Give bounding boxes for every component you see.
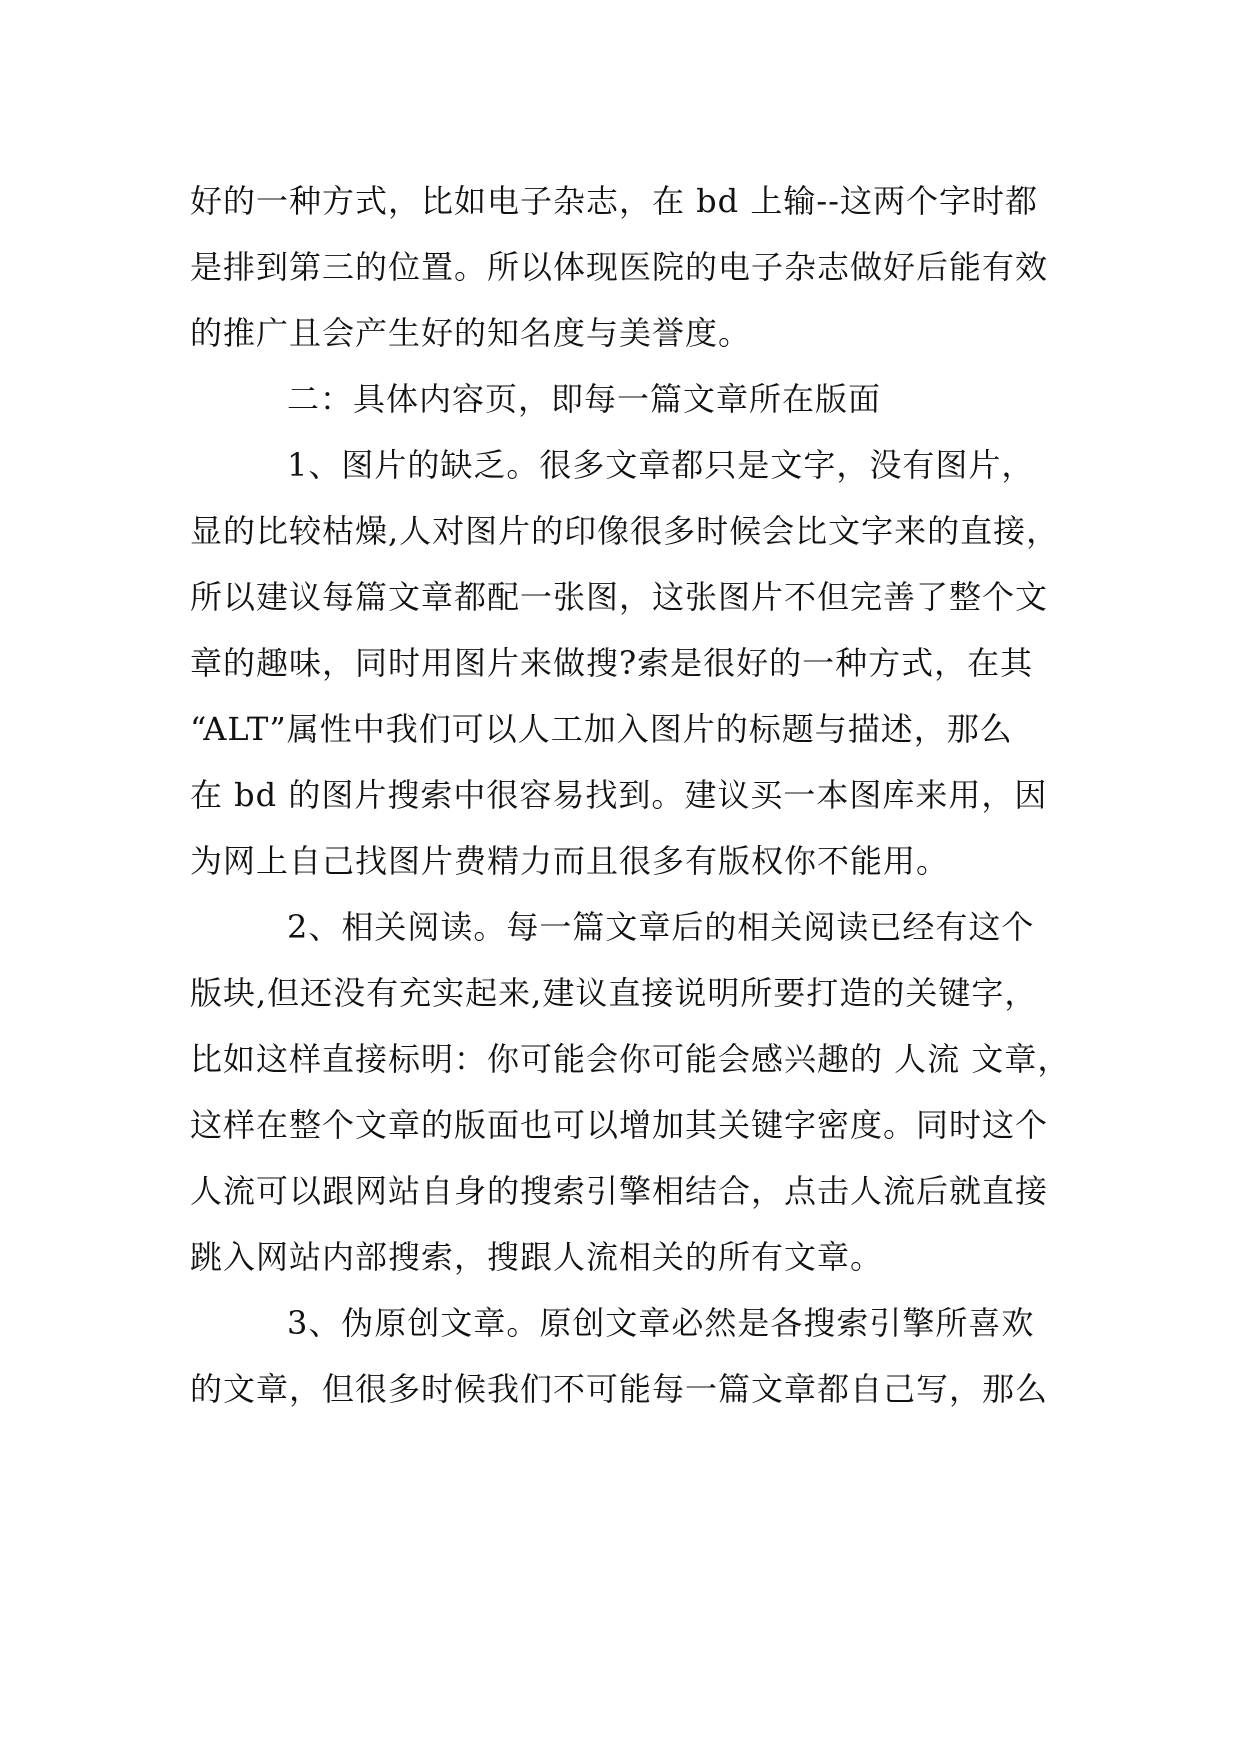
section-heading: 二：具体内容页，即每一篇文章所在版面	[287, 380, 882, 418]
text-line: 显的比较枯燥,人对图片的印像很多时候会比文字来的直接，	[190, 512, 1060, 550]
text-line: 所以建议每篇文章都配一张图，这张图片不但完善了整个文	[190, 578, 1049, 616]
text-line: 好的一种方式，比如电子杂志，在 bd 上输--这两个字时都	[190, 182, 1038, 220]
text-line: “ALT”属性中我们可以人工加入图片的标题与描述，那么	[190, 710, 1013, 748]
paragraph-start: 3、伪原创文章。原创文章必然是各搜索引擎所喜欢	[287, 1304, 1035, 1342]
text-line: 人流可以跟网站自身的搜索引擎相结合，点击人流后就直接	[190, 1172, 1049, 1210]
text-line: 是排到第三的位置。所以体现医院的电子杂志做好后能有效	[190, 248, 1049, 286]
paragraph-start: 1、图片的缺乏。很多文章都只是文字，没有图片，	[287, 446, 1035, 484]
text-line: 的推广且会产生好的知名度与美誉度。	[190, 314, 752, 352]
text-line: 为网上自己找图片费精力而且很多有版权你不能用。	[190, 842, 950, 880]
text-line: 的文章，但很多时候我们不可能每一篇文章都自己写，那么	[190, 1370, 1049, 1408]
text-line: 章的趣味，同时用图片来做搜?索是很好的一种方式，在其	[190, 644, 1034, 682]
text-line: 在 bd 的图片搜索中很容易找到。建议买一本图库来用，因	[190, 776, 1048, 814]
text-line: 这样在整个文章的版面也可以增加其关键字密度。同时这个	[190, 1106, 1049, 1144]
paragraph-start: 2、相关阅读。每一篇文章后的相关阅读已经有这个	[287, 908, 1035, 946]
text-line: 比如这样直接标明：你可能会你可能会感兴趣的 人流 文章，	[190, 1040, 1071, 1078]
text-line: 版块,但还没有充实起来,建议直接说明所要打造的关键字，	[190, 974, 1038, 1012]
text-line: 跳入网站内部搜索，搜跟人流相关的所有文章。	[190, 1238, 884, 1276]
